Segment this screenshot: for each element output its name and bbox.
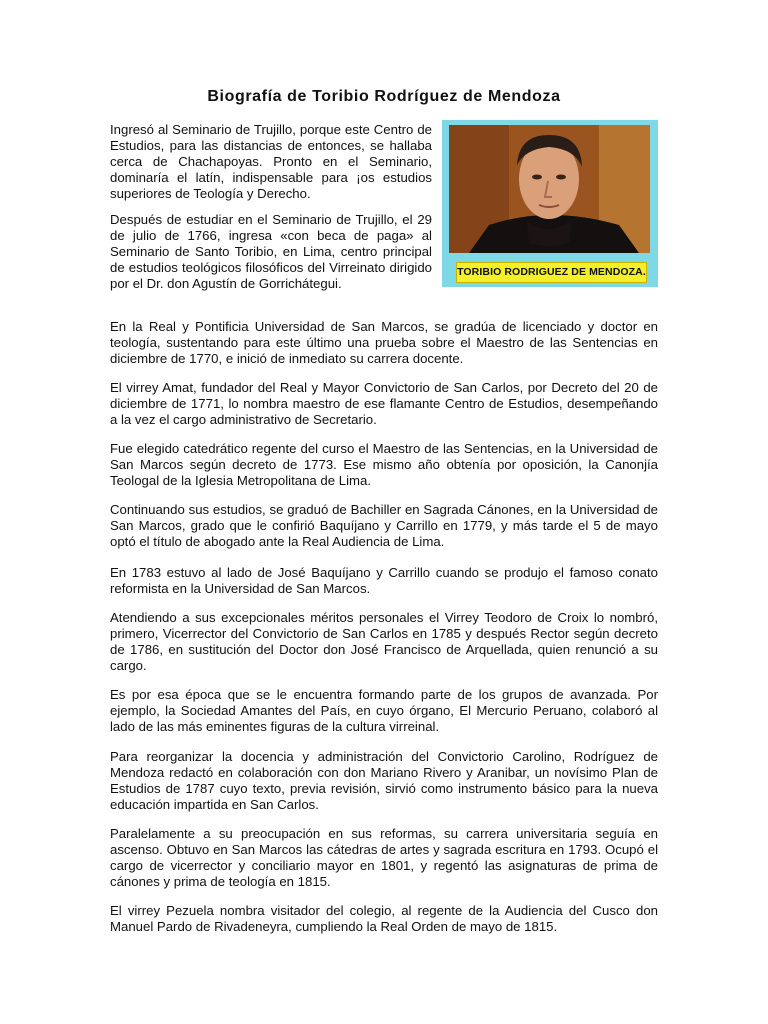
portrait-caption: TORIBIO RODRIGUEZ DE MENDOZA. <box>456 262 647 283</box>
paragraph: El virrey Amat, fundador del Real y Mayor Convictorio de San Carlos, por Decreto del 20 de diciembre de 1771, lo nombra maestro de ese flamante Centro de Estudios, desempeñando a la vez el cargo administrativo de Secretario. <box>110 380 658 427</box>
paragraph: En la Real y Pontificia Universidad de San Marcos, se gradúa de licenciado y doctor en teología, sustentando para este último una prueba sobre el Maestro de las Sentencias en diciembre de 1770, e inició de inmediato su carrera docente. <box>110 319 658 366</box>
page-title: Biografía de Toribio Rodríguez de Mendoza <box>207 88 561 105</box>
paragraph: Para reorganizar la docencia y administración del Convictorio Carolino, Rodríguez de Mendoza redactó en colaboración con don Mariano Rivero y Aranibar, un novísimo Plan de Estudios de 1787 cuyo texto, previa revisión, sirvió como instrumento básico para la nueva educación impartida en San Carlos. <box>110 749 658 812</box>
paragraph: Fue elegido catedrático regente del curso el Maestro de las Sentencias, en la Universidad de San Marcos según decreto de 1773. Ese mismo año obtenía por oposición, la Canonjía Teologal de la Iglesia Metropolitana de Lima. <box>110 441 658 488</box>
paragraph: Después de estudiar en el Seminario de Trujillo, el 29 de julio de 1766, ingresa «con beca de paga» al Seminario de Santo Toribio, en Lima, centro principal de estudios teológicos filosóficos del Virreinato dirigido por el Dr. don Agustín de Gorrichátegui. <box>110 212 432 291</box>
paragraph: Continuando sus estudios, se graduó de Bachiller en Sagrada Cánones, en la Universidad de San Marcos, grado que le confirió Baquíjano y Carrillo en 1779, y más tarde el 5 de mayo optó el título de abogado ante la Real Audiencia de Lima. <box>110 502 658 549</box>
portrait-figure <box>442 120 658 287</box>
paragraph: Ingresó al Seminario de Trujillo, porque este Centro de Estudios, para las distancias de entonces, se hallaba cerca de Chachapoyas. Pronto en el Seminario, dominaría el latín, indispensable para ¡os estudios superiores de Teología y Derecho. <box>110 122 432 201</box>
paragraph: Paralelamente a su preocupación en sus reformas, su carrera universitaria seguía en ascenso. Obtuvo en San Marcos las cátedras de artes y sagrada escritura en 1793. Ocupó el cargo de vicerrector y conciliario mayor en 1801, y regentó las asignaturas de prima de cánones y prima de teología en 1815. <box>110 826 658 889</box>
paragraph: En 1783 estuvo al lado de José Baquíjano y Carrillo cuando se produjo el famoso conato reformista en la Universidad de San Marcos. <box>110 565 658 596</box>
paragraph: Atendiendo a sus excepcionales méritos personales el Virrey Teodoro de Croix lo nombró, primero, Vicerrector del Convictorio de San Carlos en 1785 y después Rector según decreto de 1786, en sustitución del Doctor don José Francisco de Arquellada, quien renunció a su cargo. <box>110 610 658 673</box>
paragraph: El virrey Pezuela nombra visitador del colegio, al regente de la Audiencia del Cusco don Manuel Pardo de Rivadeneyra, cumpliendo la Real Orden de mayo de 1815. <box>110 903 658 934</box>
paragraph: Es por esa época que se le encuentra formando parte de los grupos de avanzada. Por ejemplo, la Sociedad Amantes del País, en cuyo órgano, El Mercurio Peruano, colaboró al lado de las más eminentes figuras de la cultura virreinal. <box>110 687 658 734</box>
portrait-image <box>449 125 650 253</box>
